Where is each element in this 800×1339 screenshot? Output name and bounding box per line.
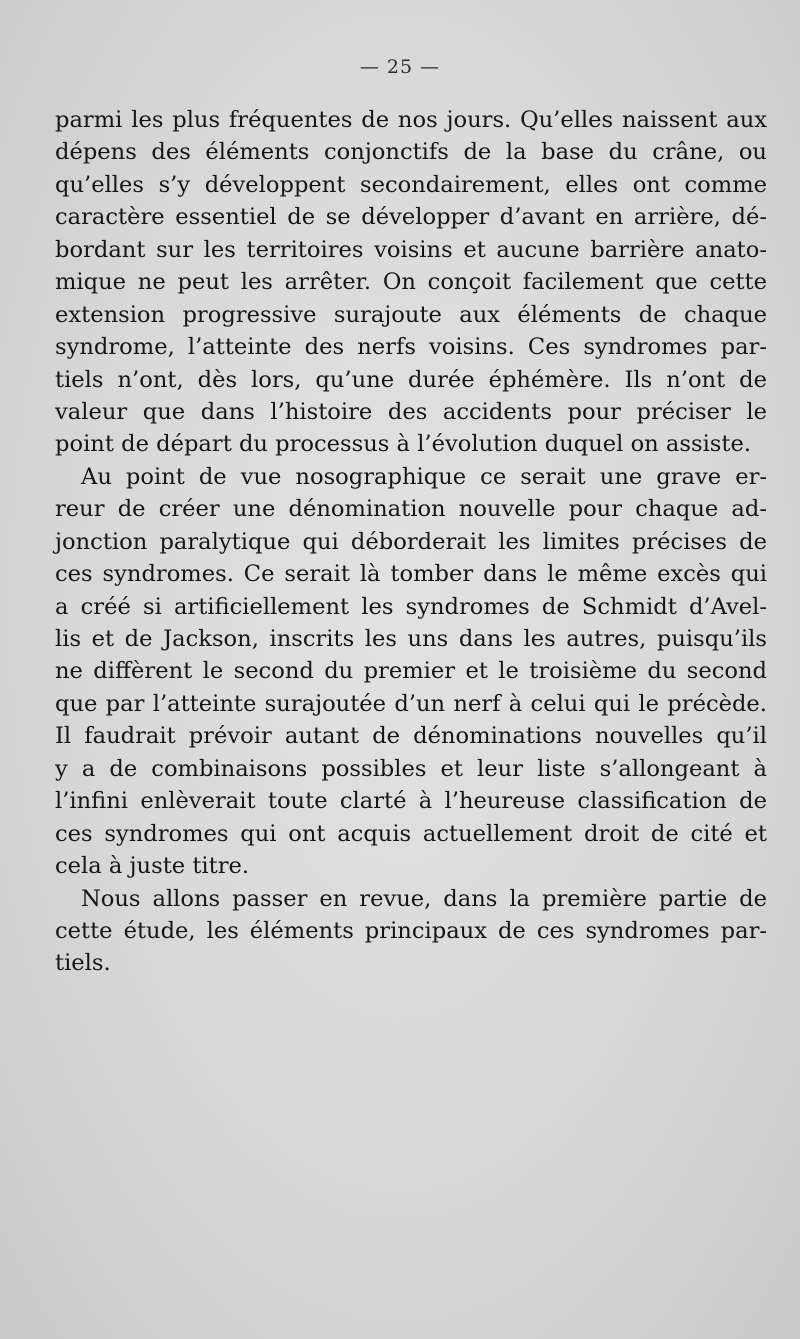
text-line: reur de créer une dénomination nouvelle pour chaque ad- [55, 496, 767, 523]
text-line: l’infini enlèverait toute clarté à l’heureuse classification de [55, 788, 767, 815]
text-line: mique ne peut les arrêter. On conçoit facilement que cette [55, 269, 767, 296]
text-line: ces syndromes. Ce serait là tomber dans le même excès qui [55, 561, 767, 588]
text-line: ne diffèrent le second du premier et le troisième du second [55, 658, 767, 685]
text-line: a créé si artificiellement les syndromes de Schmidt d’Avel- [55, 593, 767, 620]
text-line: qu’elles s’y développent secondairement, elles ont comme [55, 171, 767, 198]
text-line: caractère essentiel de se développer d’avant en arrière, dé- [55, 204, 767, 231]
text-line: parmi les plus fréquentes de nos jours. Qu’elles naissent aux [55, 107, 767, 133]
text-line: extension progressive surajoute aux éléments de chaque [55, 301, 767, 328]
text-line: que par l’atteinte surajoutée d’un nerf à celui qui le précède. [55, 690, 767, 717]
text-line: syndrome, l’atteinte des nerfs voisins. Ces syndromes par- [55, 334, 767, 361]
body-text [55, 104, 767, 980]
text-line: valeur que dans l’histoire des accidents pour préciser le [55, 398, 767, 425]
text-line: point de départ du processus à l’évolution duquel on assiste. [55, 431, 752, 458]
page-number: — 25 — [359, 56, 441, 78]
text-line: bordant sur les territoires voisins et aucune barrière anato- [55, 236, 767, 263]
text-line: jonction paralytique qui déborderait les limites précises de [55, 528, 767, 555]
text-line: tiels. [55, 950, 111, 977]
text-line: tiels n’ont, dès lors, qu’une durée éphémère. Ils n’ont de [55, 366, 767, 393]
text-line: Nous allons passer en revue, dans la première partie de [81, 885, 767, 912]
text-line: y a de combinaisons possibles et leur liste s’allongeant à [55, 755, 767, 782]
text-line: Il faudrait prévoir autant de dénominations nouvelles qu’il [55, 723, 767, 750]
text-line: lis et de Jackson, inscrits les uns dans les autres, puisqu’ils [55, 626, 767, 652]
text-line: dépens des éléments conjonctifs de la base du crâne, ou [55, 139, 767, 166]
text-line: ces syndromes qui ont acquis actuellement droit de cité et [55, 820, 767, 847]
text-line: Au point de vue nosographique ce serait une grave er- [81, 463, 767, 490]
text-line: cela à juste titre. [55, 853, 250, 880]
text-line: cette étude, les éléments principaux de ces syndromes par- [55, 917, 767, 944]
